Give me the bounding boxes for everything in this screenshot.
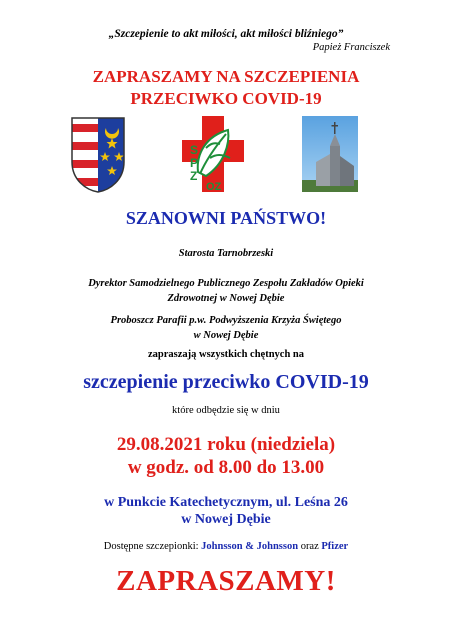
quote-author: Papież Franciszek <box>312 42 390 53</box>
organizer-director-line-1: Dyrektor Samodzielnego Publicznego Zespołu Zakładów Opieki <box>88 278 364 289</box>
vaccination-title: szczepienie przeciwko COVID-19 <box>83 371 369 393</box>
organizer-priest-line-1: Proboszcz Parafii p.w. Podwyższenia Krzyża Świętego <box>110 315 342 326</box>
organizer-priest <box>0 313 452 343</box>
vaccine-johnson: Johnsson & Johnsson <box>201 541 299 552</box>
event-location-line-2: w Nowej Dębie <box>181 512 271 527</box>
event-location <box>0 494 452 528</box>
organizer-director-line-2: Zdrowotnej w Nowej Dębie <box>167 293 285 304</box>
event-location-line-1: w Punkcie Katechetycznym, ul. Leśna 26 <box>104 495 348 510</box>
quote-text: „Szczepienie to akt miłości, akt miłości bliźniego” <box>108 28 344 40</box>
headline-line-1: ZAPRASZAMY NA SZCZEPIENIA <box>92 67 360 86</box>
spzoz-letter-p: P <box>190 156 199 170</box>
spzoz-logo <box>180 114 246 199</box>
spzoz-letter-s: S <box>190 143 199 157</box>
organizer-priest-line-2: w Nowej Dębie <box>193 330 259 341</box>
county-coat-of-arms-icon <box>70 116 126 199</box>
closing-invitation: ZAPRASZAMY! <box>116 565 336 597</box>
takes-place-text: które odbędzie się w dniu <box>172 405 280 416</box>
date-time-block <box>0 433 452 479</box>
organizer-director <box>0 276 452 306</box>
vaccines-conjunction: oraz <box>300 541 319 552</box>
vaccines-label: Dostępne szczepionki: <box>103 541 199 552</box>
vaccine-pfizer: Pfizer <box>321 541 349 552</box>
headline-line-2: PRZECIWKO COVID-19 <box>130 89 322 108</box>
spzoz-letter-z: Z <box>190 169 198 183</box>
spzoz-letters-oz: OZ <box>206 181 222 193</box>
organizer-starosta: Starosta Tarnobrzeski <box>178 248 274 259</box>
event-time: w godz. od 8.00 do 13.00 <box>127 457 325 478</box>
headline <box>0 66 452 110</box>
greeting: SZANOWNI PAŃSTWO! <box>125 208 327 228</box>
available-vaccines <box>0 541 452 552</box>
church-tower-photo <box>302 116 358 197</box>
invite-text: zapraszają wszystkich chętnych na <box>147 349 305 360</box>
event-date: 29.08.2021 roku (niedziela) <box>116 434 336 455</box>
